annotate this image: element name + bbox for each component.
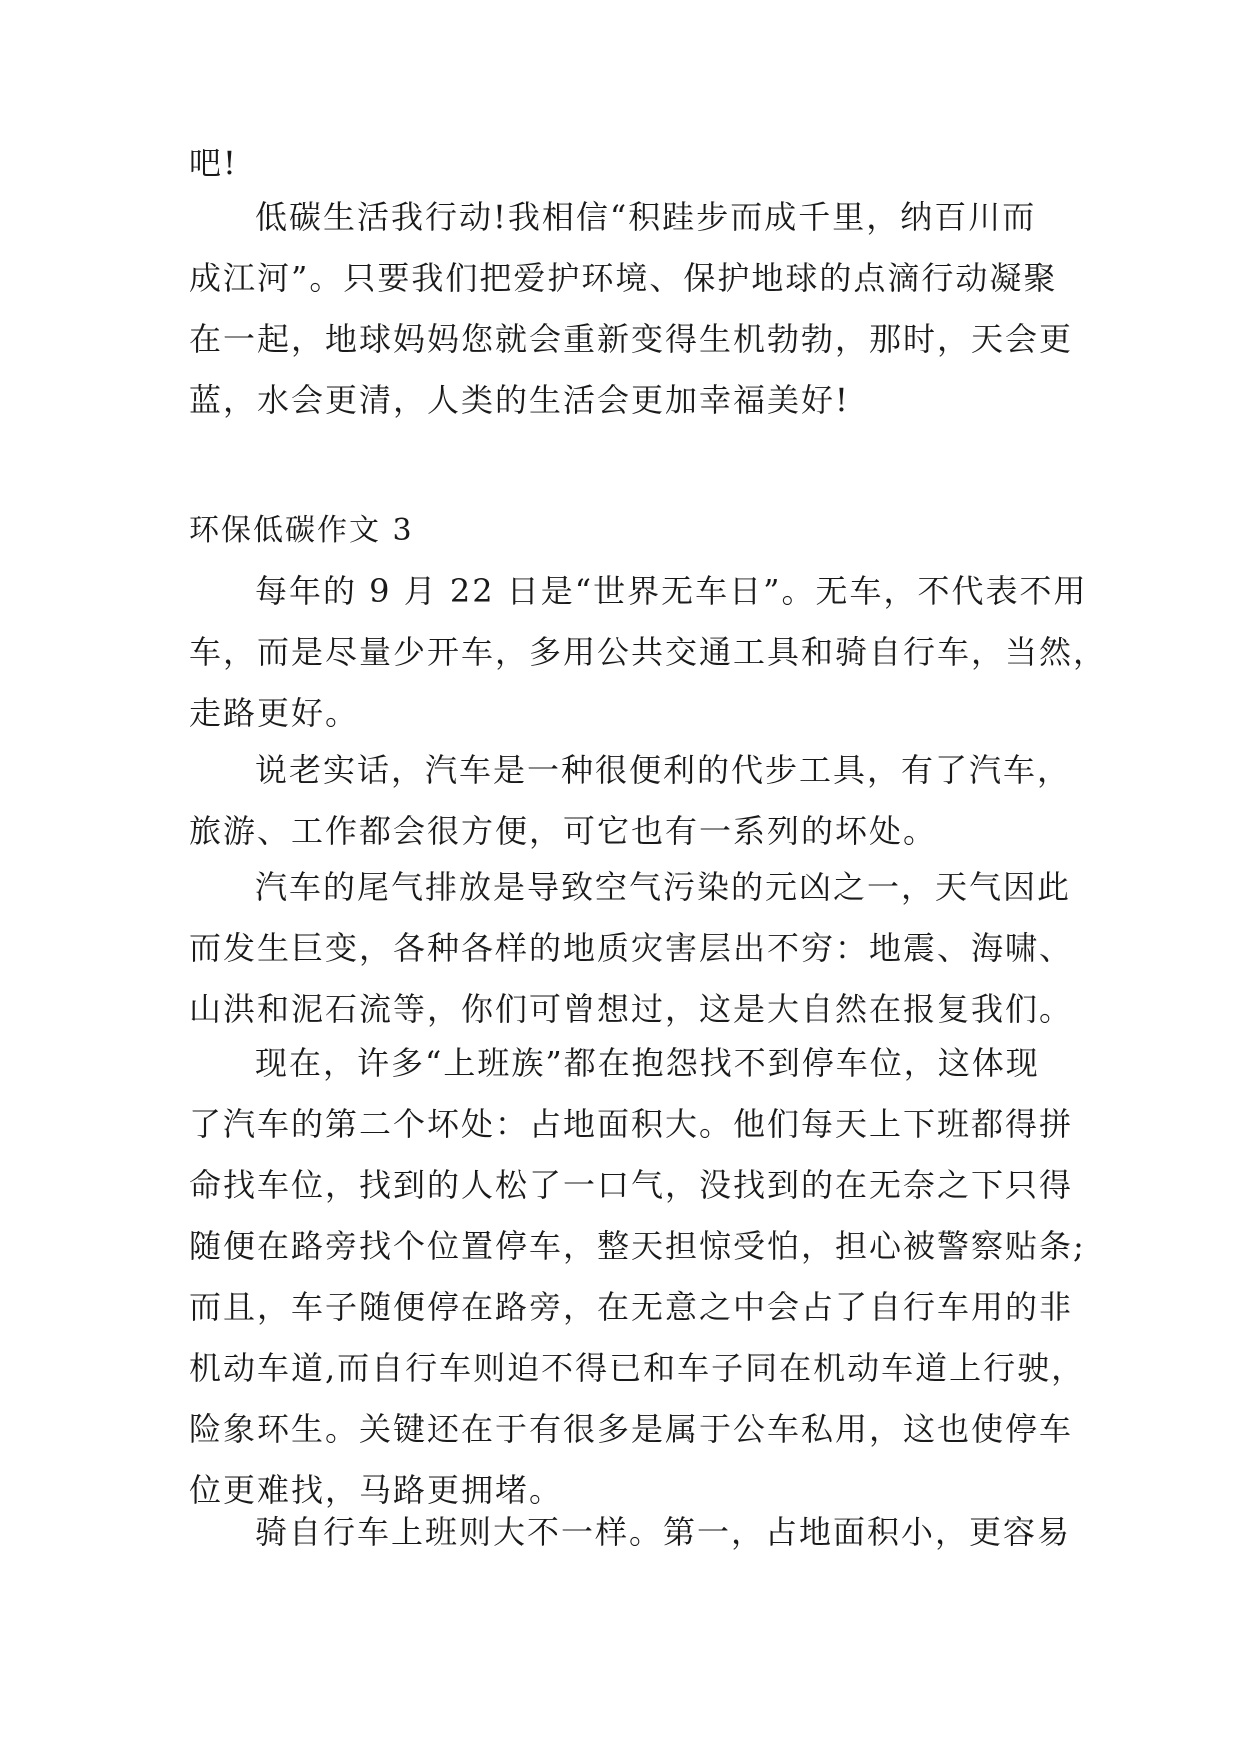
text-line: 走路更好。 bbox=[189, 694, 360, 732]
text-line: 而且，车子随便停在路旁，在无意之中会占了自行车用的非 bbox=[189, 1288, 1074, 1326]
paragraph-car-free-day bbox=[189, 561, 1108, 744]
text-line: 每年的 9 月 22 日是“世界无车日”。无车，不代表不用 bbox=[255, 572, 1088, 610]
text-line: 说老实话，汽车是一种很便利的代步工具，有了汽车， bbox=[255, 751, 1072, 789]
section-heading: 环保低碳作文 3 bbox=[189, 513, 414, 548]
text-line: 蓝，水会更清，人类的生活会更加幸福美好! bbox=[189, 381, 850, 419]
text-line: 车，而是尽量少开车，多用公共交通工具和骑自行车，当然， bbox=[189, 633, 1108, 671]
text-line: 旅游、工作都会很方便，可它也有一系列的坏处。 bbox=[189, 812, 938, 850]
text-line: 险象环生。关键还在于有很多是属于公车私用，这也使停车 bbox=[189, 1410, 1074, 1448]
text-line: 了汽车的第二个坏处：占地面积大。他们每天上下班都得拼 bbox=[189, 1105, 1074, 1143]
text-line: 骑自行车上班则大不一样。第一，占地面积小，更容易 bbox=[255, 1513, 1072, 1551]
text-line: 吧! bbox=[189, 144, 238, 182]
paragraph-parking-problem bbox=[189, 1033, 1086, 1521]
text-line: 位更难找，马路更拥堵。 bbox=[189, 1471, 564, 1509]
paragraph-continuation bbox=[189, 133, 1069, 194]
text-line: 成江河”。只要我们把爱护环境、保护地球的点滴行动凝聚 bbox=[189, 259, 1058, 297]
text-line: 山洪和泥石流等，你们可曾想过，这是大自然在报复我们。 bbox=[189, 990, 1074, 1028]
text-line: 而发生巨变，各种各样的地质灾害层出不穷：地震、海啸、 bbox=[189, 929, 1074, 967]
text-line: 现在，许多“上班族”都在抱怨找不到停车位，这体现 bbox=[255, 1044, 1040, 1082]
text-line: 汽车的尾气排放是导致空气污染的元凶之一，天气因此 bbox=[255, 868, 1072, 906]
paragraph-car-convenience bbox=[189, 740, 1072, 862]
paragraph-bicycle-benefits bbox=[189, 1502, 1072, 1563]
text-line: 随便在路旁找个位置停车，整天担惊受怕，担心被警察贴条; bbox=[189, 1227, 1086, 1265]
text-line: 低碳生活我行动!我相信“积跬步而成千里，纳百川而 bbox=[255, 198, 1037, 236]
text-line: 在一起，地球妈妈您就会重新变得生机勃勃，那时，天会更 bbox=[189, 320, 1074, 358]
text-line: 机动车道,而自行车则迫不得已和车子同在机动车道上行驶， bbox=[189, 1349, 1086, 1387]
text-line: 命找车位，找到的人松了一口气，没找到的在无奈之下只得 bbox=[189, 1166, 1074, 1204]
paragraph-exhaust-pollution bbox=[189, 857, 1074, 1040]
paragraph-low-carbon-action bbox=[189, 187, 1074, 431]
